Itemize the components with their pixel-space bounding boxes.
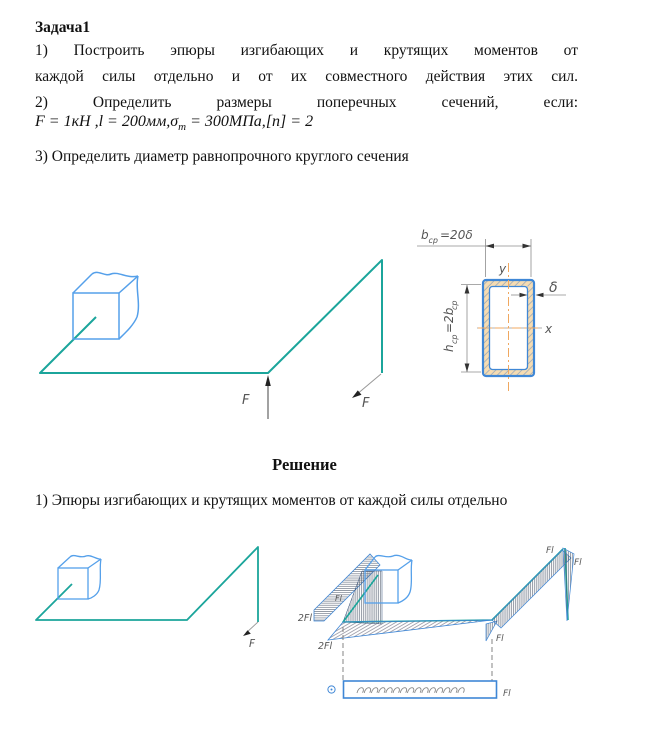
delta-label: δ — [549, 280, 558, 296]
dim-h-label — [442, 301, 459, 352]
dim-arrow — [465, 364, 470, 373]
moment-value-label: 2Fl — [318, 641, 333, 652]
svg-text:ср: ср — [450, 334, 459, 344]
force-arrow-corner — [242, 375, 271, 419]
svg-text:b: b — [421, 228, 429, 242]
problem-item-2: 2) Определить размеры поперечных сечений, если: — [35, 94, 578, 111]
y-axis-label: y — [499, 262, 507, 276]
cube-edge — [119, 317, 137, 339]
frame2 — [36, 547, 258, 650]
x-axis-label: x — [545, 322, 553, 336]
formula-sigma: σ — [170, 113, 179, 130]
dim-b-label — [421, 228, 473, 245]
moment-value-label: Fl — [496, 634, 504, 644]
formula-part-1: F = 1кН ,l = 200мм, — [35, 113, 171, 130]
moment-value-label: Fl — [503, 689, 511, 699]
cube-broken-top-edge — [375, 555, 412, 560]
force-arrow-end-2 — [243, 622, 258, 650]
force-label: F — [362, 396, 370, 411]
page-title: Задача1 — [35, 19, 91, 36]
cube-edge — [73, 274, 92, 293]
svg-text:=20δ: =20δ — [440, 228, 473, 242]
figure-frame-and-section — [0, 195, 666, 445]
bending-diagram-horizontal-beam — [328, 620, 492, 640]
svg-text:ср: ср — [428, 236, 438, 245]
moment-value-label: Fl — [574, 558, 582, 568]
dim-arrow — [520, 293, 528, 297]
frame3-diagrams — [298, 546, 582, 699]
problem-item-1-line-1: 1) Построить эпюры изгибающих и крутящих моментов от — [35, 42, 578, 59]
moment-value-label: Fl — [546, 546, 554, 556]
frame1-beam — [40, 260, 382, 373]
cube-edge — [119, 276, 138, 293]
dim-arrow — [536, 293, 544, 297]
bending-diagram-diagonal-segment — [492, 550, 571, 628]
moment-value-label: 2Fl — [297, 613, 312, 624]
problem-item-3: 3) Определить диаметр равнопрочного круглого сечения — [35, 148, 409, 165]
bending-diagram-post — [563, 548, 574, 621]
problem-item-1-line-2: каждой силы отдельно и от их совместного действия этих сил. — [35, 68, 578, 85]
svg-text:ср: ср — [450, 300, 459, 310]
solution-item-1: 1) Эпюры изгибающих и крутящих моментов от каждой силы отдельно — [35, 492, 508, 509]
force-arrow-end — [352, 374, 381, 411]
dim-arrow — [486, 244, 495, 249]
formula-sigma-sub: т — [178, 121, 187, 134]
cube-broken-right-edge — [88, 559, 101, 599]
formula-part-3: [n] = 2 — [265, 113, 314, 130]
force-label: F — [242, 393, 250, 408]
torsion-diagram-strip — [344, 681, 497, 698]
force-label: F — [249, 638, 256, 650]
figure-moment-diagrams — [0, 535, 666, 729]
cube-broken-right-edge — [137, 276, 138, 317]
dim-arrow — [523, 244, 532, 249]
torsion-direction-icon — [328, 686, 335, 693]
svg-text:=2b: =2b — [442, 307, 456, 333]
cube-broken-top-edge — [70, 556, 101, 560]
formula-part-2: = 300МПа, — [186, 113, 266, 130]
cube-edge — [58, 557, 70, 568]
cube-broken-top-edge — [92, 272, 138, 276]
cross-section — [417, 228, 566, 393]
solution-heading: Решение — [272, 455, 337, 474]
moment-value-label: Fl — [335, 594, 342, 603]
given-formula — [35, 113, 313, 133]
cube-front-face — [365, 570, 398, 603]
cube-edge — [88, 559, 101, 568]
svg-text:h: h — [442, 344, 456, 352]
dim-arrow — [465, 285, 470, 294]
cube-broken-right-edge — [398, 560, 412, 603]
